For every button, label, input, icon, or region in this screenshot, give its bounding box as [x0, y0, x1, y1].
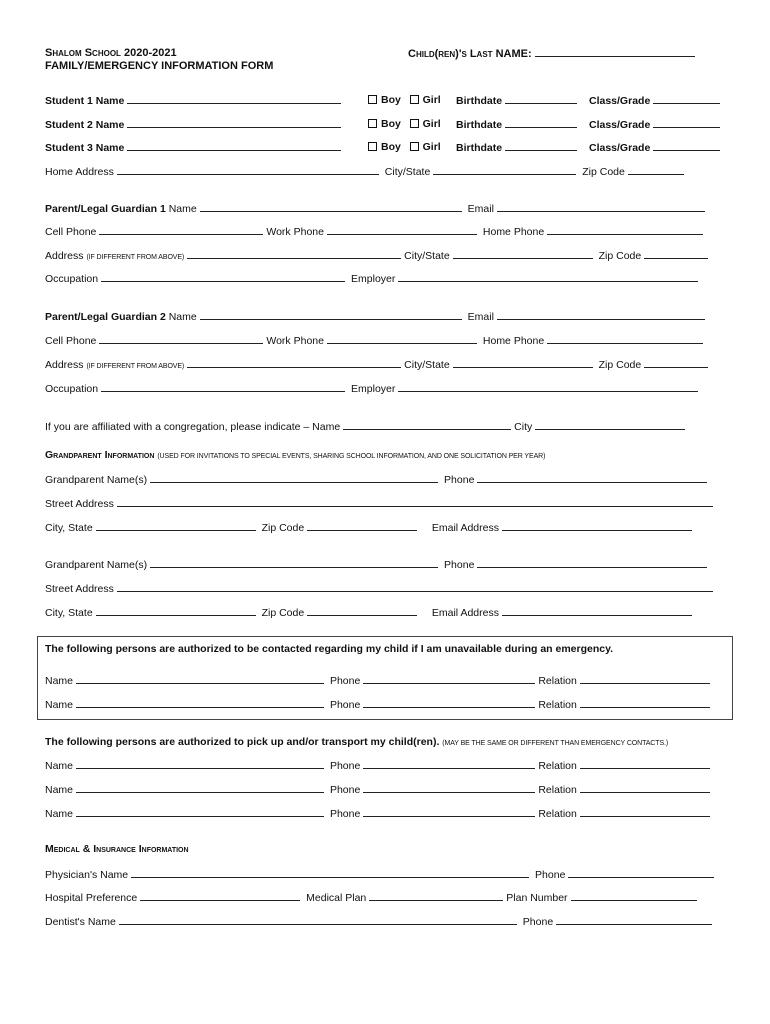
grandparent-1-street-input[interactable]: [117, 497, 713, 507]
student-1-grade[interactable]: Class/Grade: [589, 94, 723, 107]
guardian2-address-row: Address (IF DIFFERENT FROM ABOVE) City/State Zip Code: [45, 358, 711, 371]
grandparent-1-name-input[interactable]: [150, 473, 438, 483]
grandparent-1-city-row: City, State Zip Code Email Address: [45, 521, 695, 534]
grandparent-1-name-row: Grandparent Name(s) Phone: [45, 473, 710, 486]
school-title: Shalom School 2020-2021: [45, 47, 177, 59]
guardian2-occupation-row: Occupation Employer: [45, 382, 701, 395]
pickup-heading: The following persons are authorized to pick up and/or transport my child(ren). (MAY BE THE SAME OR DIFFERENT THAN EMERGENCY CONTACTS.): [45, 736, 669, 748]
emergency-contact-row: Name Phone Relation: [45, 674, 713, 687]
emergency-heading: The following persons are authorized to be contacted regarding my child if I am unavailable during an emergency.: [45, 643, 614, 655]
grandparent-2-email-input[interactable]: [502, 606, 692, 616]
guardian2-zip-input[interactable]: [644, 358, 708, 368]
guardian1-address-row: Address (IF DIFFERENT FROM ABOVE) City/State Zip Code: [45, 249, 711, 262]
emergency-phone-input[interactable]: [363, 698, 535, 708]
student-2-birthdate[interactable]: Birthdate: [456, 118, 580, 131]
student-3-label: Student 3 Name: [45, 142, 125, 154]
guardian2-email-input[interactable]: [497, 310, 705, 320]
guardian1-zip-input[interactable]: [644, 249, 708, 259]
guardian2-phones-row: Cell Phone Work Phone Home Phone: [45, 334, 706, 347]
guardian1-work-input[interactable]: [327, 225, 477, 235]
student-3-row: [45, 141, 344, 154]
student-3-birthdate[interactable]: Birthdate: [456, 141, 580, 154]
pickup-contact-row: Name Phone Relation: [45, 759, 713, 772]
guardian2-work-input[interactable]: [327, 334, 477, 344]
congregation-city-input[interactable]: [535, 420, 685, 430]
physician-phone-input[interactable]: [568, 868, 714, 878]
student-1-name-input[interactable]: [127, 94, 341, 104]
student-2-row: [45, 118, 344, 131]
guardian2-employer-input[interactable]: [398, 382, 698, 392]
student-3-options: Boy Girl: [368, 141, 441, 153]
grandparent-1-phone-input[interactable]: [477, 473, 707, 483]
guardian2-occupation-input[interactable]: [101, 382, 345, 392]
grandparent-2-city-input[interactable]: [96, 606, 256, 616]
student-3-name-input[interactable]: [127, 141, 341, 151]
emergency-phone-input[interactable]: [363, 674, 535, 684]
pickup-name-input[interactable]: [76, 783, 324, 793]
pickup-contact-row: Name Phone Relation: [45, 807, 713, 820]
boy-checkbox[interactable]: [368, 119, 377, 128]
hospital-input[interactable]: [140, 891, 300, 901]
grandparent-1-street-row: Street Address: [45, 497, 716, 510]
children-last-name-label: Child(ren)'s Last NAME:: [408, 48, 532, 60]
grandparent-2-name-input[interactable]: [150, 558, 438, 568]
guardian1-email-input[interactable]: [497, 202, 705, 212]
home-address-input[interactable]: [117, 165, 379, 175]
pickup-phone-input[interactable]: [363, 807, 535, 817]
student-2-name-input[interactable]: [127, 118, 341, 128]
girl-checkbox[interactable]: [410, 142, 419, 151]
congregation-name-input[interactable]: [343, 420, 511, 430]
student-1-label: Student 1 Name: [45, 95, 125, 107]
emergency-name-input[interactable]: [76, 674, 324, 684]
grandparent-1-city-input[interactable]: [96, 521, 256, 531]
pickup-phone-input[interactable]: [363, 759, 535, 769]
guardian1-home-phone-input[interactable]: [547, 225, 703, 235]
guardian1-phones-row: Cell Phone Work Phone Home Phone: [45, 225, 706, 238]
boy-checkbox[interactable]: [368, 95, 377, 104]
girl-checkbox[interactable]: [410, 119, 419, 128]
student-1-options: Boy Girl: [368, 94, 441, 106]
guardian1-occupation-input[interactable]: [101, 272, 345, 282]
physician-row: Physician's Name Phone: [45, 868, 717, 881]
student-3-grade[interactable]: Class/Grade: [589, 141, 723, 154]
dentist-phone-input[interactable]: [556, 915, 712, 925]
emergency-relation-input[interactable]: [580, 698, 710, 708]
grandparent-1-email-input[interactable]: [502, 521, 692, 531]
grandparent-1-zip-input[interactable]: [307, 521, 417, 531]
pickup-contact-row: Name Phone Relation: [45, 783, 713, 796]
guardian1-name-input[interactable]: [200, 202, 462, 212]
guardian2-name-input[interactable]: [200, 310, 462, 320]
guardian2-address-input[interactable]: [187, 358, 401, 368]
guardian1-name-row: Parent/Legal Guardian 1 Name Email: [45, 202, 708, 215]
dentist-name-input[interactable]: [119, 915, 517, 925]
guardian2-name-row: Parent/Legal Guardian 2 Name Email: [45, 310, 708, 323]
emergency-contact-row: Name Phone Relation: [45, 698, 713, 711]
pickup-relation-input[interactable]: [580, 783, 710, 793]
pickup-relation-input[interactable]: [580, 759, 710, 769]
student-2-options: Boy Girl: [368, 118, 441, 130]
girl-checkbox[interactable]: [410, 95, 419, 104]
guardian1-city-input[interactable]: [453, 249, 593, 259]
grandparent-2-phone-input[interactable]: [477, 558, 707, 568]
home-zip-input[interactable]: [628, 165, 684, 175]
guardian1-cell-input[interactable]: [99, 225, 263, 235]
grandparent-2-street-input[interactable]: [117, 582, 713, 592]
plan-number-input[interactable]: [571, 891, 697, 901]
grandparent-2-city-row: City, State Zip Code Email Address: [45, 606, 695, 619]
guardian2-home-phone-input[interactable]: [547, 334, 703, 344]
guardian2-city-input[interactable]: [453, 358, 593, 368]
medical-heading: Medical & Insurance Information: [45, 843, 189, 855]
pickup-relation-input[interactable]: [580, 807, 710, 817]
dentist-row: Dentist's Name Phone: [45, 915, 715, 928]
physician-name-input[interactable]: [131, 868, 529, 878]
boy-checkbox[interactable]: [368, 142, 377, 151]
home-city-input[interactable]: [433, 165, 576, 175]
congregation-row: If you are affiliated with a congregation, please indicate – Name City: [45, 420, 688, 433]
form-title: FAMILY/EMERGENCY INFORMATION FORM: [45, 60, 274, 72]
student-2-label: Student 2 Name: [45, 119, 125, 131]
guardian1-employer-input[interactable]: [398, 272, 698, 282]
children-last-name-field[interactable]: [408, 47, 698, 60]
student-1-birthdate[interactable]: Birthdate: [456, 94, 580, 107]
student-1-row: [45, 94, 344, 107]
grandparent-2-name-row: Grandparent Name(s) Phone: [45, 558, 710, 571]
guardian2-cell-input[interactable]: [99, 334, 263, 344]
student-2-grade[interactable]: Class/Grade: [589, 118, 723, 131]
guardian1-occupation-row: Occupation Employer: [45, 272, 701, 285]
emergency-name-input[interactable]: [76, 698, 324, 708]
medical-plan-input[interactable]: [369, 891, 503, 901]
guardian1-address-input[interactable]: [187, 249, 401, 259]
grandparent-2-zip-input[interactable]: [307, 606, 417, 616]
pickup-name-input[interactable]: [76, 807, 324, 817]
insurance-row: Hospital Preference Medical Plan Plan Number: [45, 891, 700, 904]
grandparent-heading: Grandparent Information (USED FOR INVITATIONS TO SPECIAL EVENTS, SHARING SCHOOL INFORMATION, AND ONE SOLICITATION PER YEAR): [45, 449, 546, 461]
grandparent-2-street-row: Street Address: [45, 582, 716, 595]
home-address-row: Home Address City/State Zip Code: [45, 165, 687, 178]
pickup-phone-input[interactable]: [363, 783, 535, 793]
pickup-name-input[interactable]: [76, 759, 324, 769]
emergency-relation-input[interactable]: [580, 674, 710, 684]
